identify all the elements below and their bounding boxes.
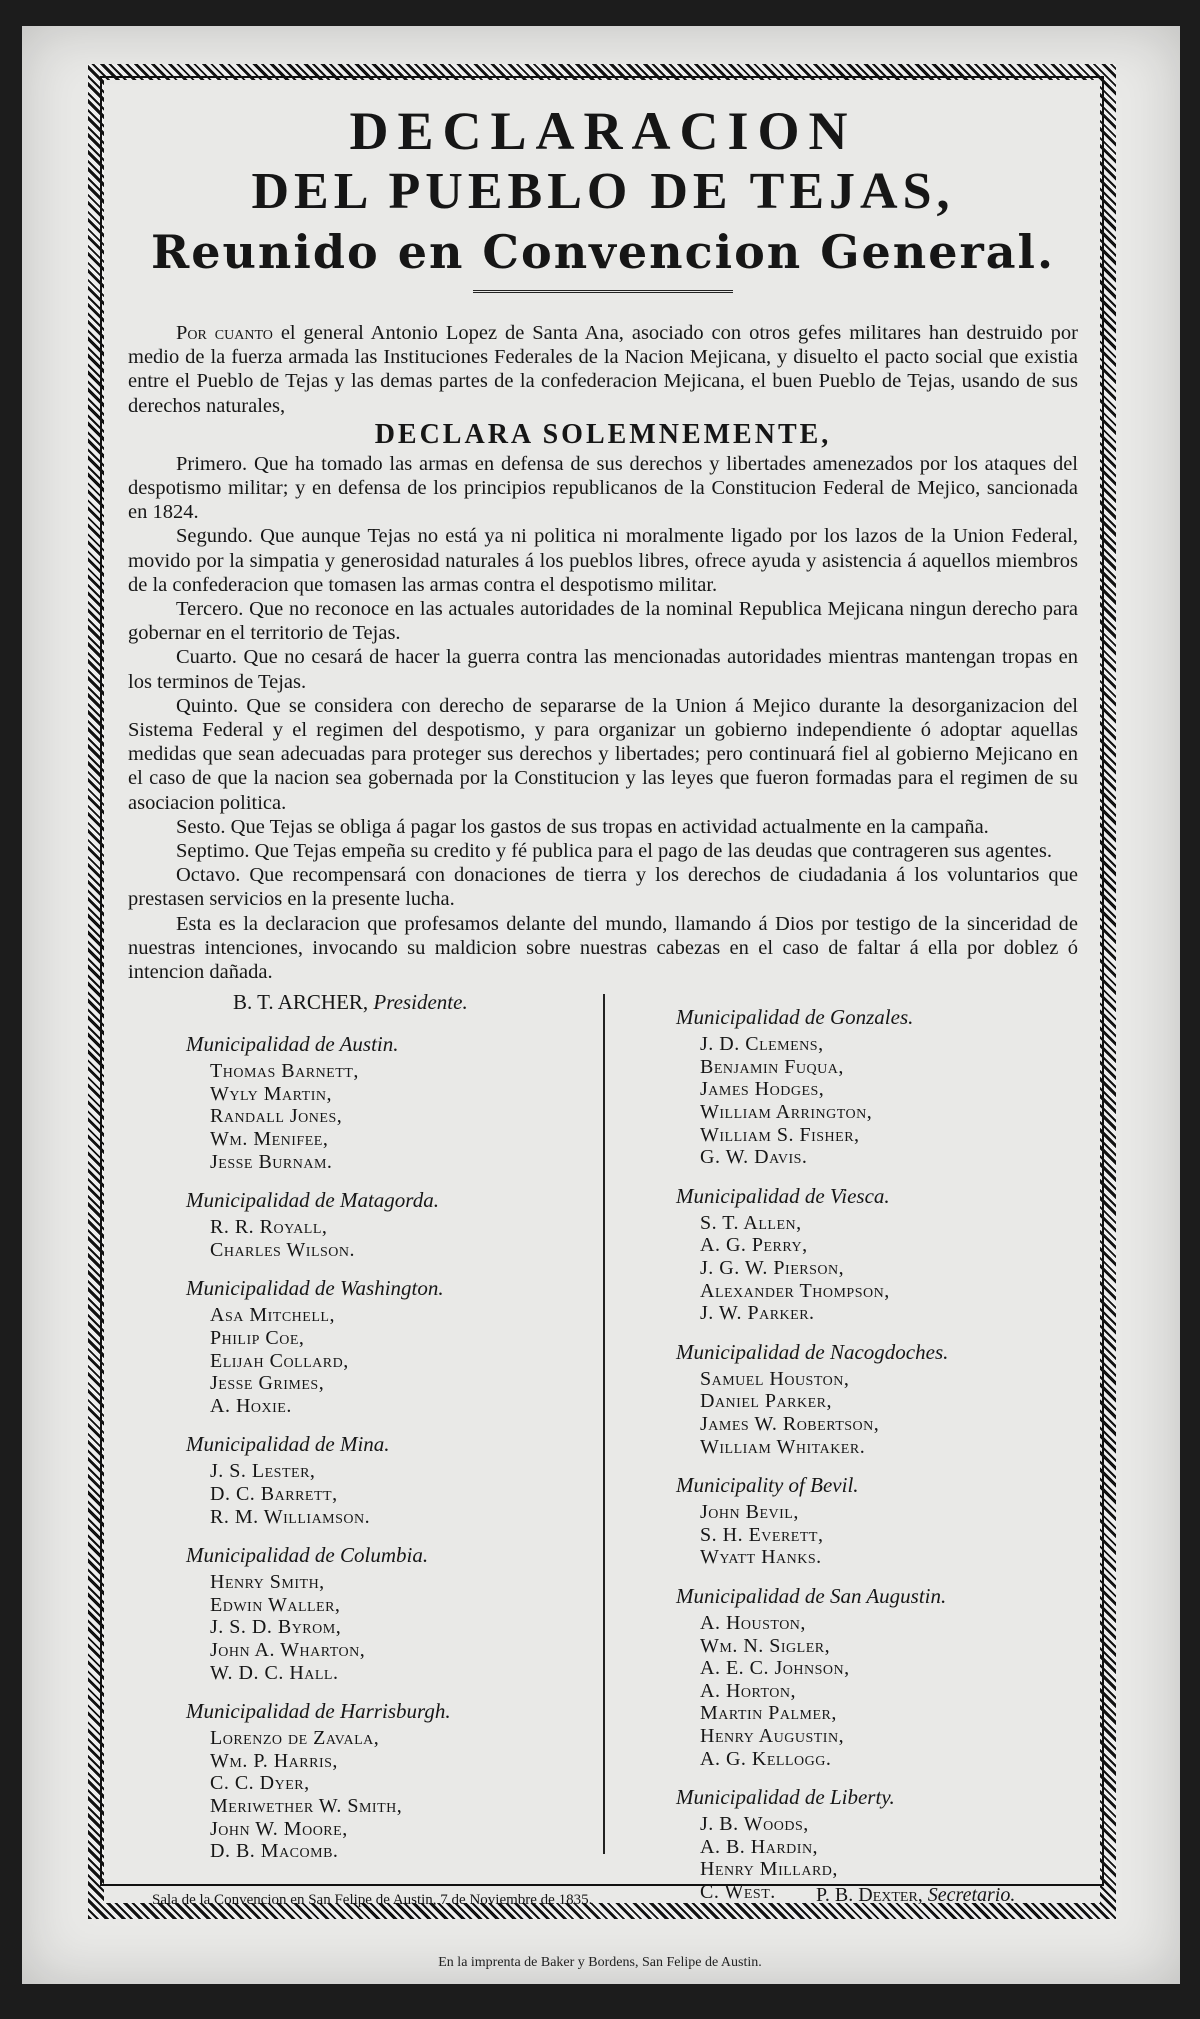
title-line-3: Reunido en Convencion General.	[150, 225, 1056, 279]
signer-name: Wm. N. Sigler,	[700, 1634, 831, 1657]
article-paragraph: Segundo. Que aunque Tejas no está ya ni politica ni moralmente ligado por los lazos de la Union Federal, movido por la simpatia y generosidad naturales á los pueblos libres, ofrece ayuda y asistencia á aquellos miembros de la confederacion que tomasen las armas contra el despotismo militar.	[128, 525, 1078, 596]
municipality-label: Municipalidad de Viesca.	[676, 1183, 890, 1208]
president-name: B. T. ARCHER,	[233, 990, 369, 1015]
signer-name: John A. Wharton,	[210, 1638, 366, 1661]
signer-name: Wyly Martin,	[210, 1082, 332, 1105]
article-paragraph: Primero. Que ha tomado las armas en defensa de sus derechos y libertades amenezados por los ataques del despotismo militar; y en defensa de los principios republicanos de la Constitucion Federal de Mejico, sancionada en 1824.	[128, 452, 1078, 524]
municipality-label: Municipalidad de Harrisburgh.	[186, 1699, 451, 1724]
signer-name: Philip Coe,	[210, 1327, 305, 1350]
title-line-1: DECLARACION	[349, 101, 857, 161]
signer-name: Lorenzo de Zavala,	[210, 1727, 380, 1750]
signer-name: William S. Fisher,	[700, 1123, 860, 1146]
signer-name: A. E. C. Johnson,	[700, 1657, 850, 1680]
signer-name: James W. Robertson,	[700, 1413, 880, 1435]
signer-name: Henry Smith,	[210, 1571, 325, 1594]
signer-name: Samuel Houston,	[700, 1367, 850, 1390]
article-paragraph: Quinto. Que se considera con derecho de separarse de la Union á Mejico durante la desorganizacion del Sistema Federal y el regimen del despotismo, y para organizar un gobierno independiente ó adoptar aquellas medidas que sean adecuadas para proteger sus derechos y libertades; pero continuará fiel al gobierno Mejicano en el caso de que la nacion sea gobernada por la Constitucion y las leyes que fueron formadas para el regimen de su asociacion politica.	[128, 694, 1078, 814]
signer-name: A. Horton,	[700, 1679, 797, 1702]
signer-name: W. D. C. Hall.	[210, 1661, 339, 1684]
signer-name: James Hodges,	[700, 1078, 825, 1101]
preamble	[128, 321, 1078, 418]
signer-name: Alexander Thompson,	[700, 1279, 890, 1302]
signer-name: Wm. Menifee,	[210, 1128, 329, 1151]
preamble-text: el general Antonio Lopez de Santa Ana, asociado con otros gefes militares han destruido por medio de la fuerza armada las Instituciones Federales de la Nacion Mejicana, y disuelto el pacto social que existia entre el Pueblo de Tejas y las demas partes de la confederacion Mejicana, el buen Pueblo de Tejas, usando de sus derechos naturales,	[128, 322, 1078, 417]
left-groups	[178, 1031, 608, 1862]
signer-name: D. B. Macomb.	[210, 1840, 339, 1863]
signer-name: Daniel Parker,	[700, 1390, 833, 1413]
declaration-body	[128, 321, 1078, 984]
signer-name: Randall Jones,	[210, 1105, 343, 1128]
signer-name: William Whitaker.	[700, 1435, 866, 1458]
declara-heading: DECLARA SOLEMNEMENTE,	[374, 418, 832, 450]
signatures-right-column	[668, 990, 1098, 1903]
signer-name: Jesse Burnam.	[210, 1150, 333, 1173]
signatures-left-column	[178, 990, 608, 1862]
signer-name: S. T. Allen,	[700, 1211, 802, 1234]
signer-name: G. W. Davis.	[700, 1146, 808, 1169]
signer-name: Jesse Grimes,	[210, 1372, 325, 1395]
signer-name: Henry Millard,	[700, 1858, 838, 1881]
secretary-signature	[816, 1884, 1015, 1907]
signer-name: J. B. Woods,	[700, 1813, 809, 1836]
signer-name: S. H. Everett,	[700, 1523, 824, 1546]
municipality-label: Municipalidad de Nacogdoches.	[676, 1339, 949, 1364]
article-paragraph: Esta es la declaracion que profesamos delante del mundo, llamando á Dios por testigo de la sinceridad de nuestras intenciones, invocando su maldicion sobre nuestras cabezas en el caso de faltar á ella por doblez ó intencion dañada.	[128, 912, 1078, 984]
imprint: En la imprenta de Baker y Bordens, San Felipe de Austin.	[438, 1955, 762, 1970]
signer-name: John W. Moore,	[210, 1817, 348, 1840]
secretary-name: P. B. Dexter,	[816, 1884, 923, 1906]
signer-name: D. C. Barrett,	[210, 1483, 338, 1505]
articles	[128, 452, 1078, 984]
signer-name: A. Houston,	[700, 1611, 806, 1634]
signer-name: Benjamin Fuqua,	[700, 1055, 844, 1078]
signer-name: William Arrington,	[700, 1101, 873, 1124]
title-rule	[473, 290, 733, 293]
signer-name: R. R. Royall,	[210, 1216, 328, 1239]
article-paragraph: Tercero. Que no reconoce en las actuales autoridades de la nominal Republica Mejicana ningun derecho para gobernar en el territorio de Tejas.	[128, 598, 1078, 645]
municipality-label: Municipalidad de Austin.	[186, 1032, 399, 1057]
signer-name: C. West.	[700, 1880, 776, 1903]
signer-name: J. D. Clemens,	[700, 1033, 824, 1056]
article-paragraph: Sesto. Que Tejas se obliga á pagar los gastos de sus tropas en actividad actualmente en la campaña.	[176, 815, 989, 838]
signer-name: John Bevil,	[700, 1501, 799, 1524]
municipality-label: Municipality of Bevil.	[676, 1473, 859, 1498]
article-paragraph: Septimo. Que Tejas empeña su credito y fé publica para el pago de las deudas que contrageren sus agentes.	[176, 840, 1052, 863]
signer-name: Martin Palmer,	[700, 1702, 837, 1725]
municipality-label: Municipalidad de Columbia.	[186, 1543, 429, 1568]
municipality-label: Municipalidad de Matagorda.	[186, 1188, 439, 1213]
article-paragraph: Octavo. Que recompensará con donaciones de tierra y los derechos de ciudadania á los voluntarios que prestasen servicios en la presente lucha.	[128, 864, 1078, 911]
article-paragraph: Cuarto. Que no cesará de hacer la guerra contra las mencionadas autoridades mientras mantengan tropas en los terminos de Tejas.	[128, 646, 1078, 693]
president-title: Presidente.	[373, 990, 468, 1015]
right-groups	[668, 1004, 1098, 1903]
signer-name: Meriwether W. Smith,	[210, 1794, 403, 1817]
signer-name: Wm. P. Harris,	[210, 1749, 338, 1772]
signer-name: Elijah Collard,	[210, 1349, 349, 1372]
signer-name: Edwin Waller,	[210, 1593, 341, 1616]
signer-name: J. S. Lester,	[210, 1460, 316, 1483]
signer-name: A. B. Hardin,	[700, 1835, 819, 1858]
municipality-label: Municipalidad de Washington.	[186, 1276, 444, 1301]
signer-name: J. W. Parker.	[700, 1302, 815, 1325]
municipality-label: Municipalidad de San Augustin.	[676, 1583, 947, 1608]
president-signature	[233, 990, 608, 1015]
signer-name: J. S. D. Byrom,	[210, 1616, 342, 1639]
secretary-title: Secretario.	[927, 1884, 1016, 1906]
municipality-label: Municipalidad de Mina.	[186, 1432, 390, 1457]
signer-name: A. G. Kellogg.	[700, 1747, 832, 1770]
signer-name: J. G. W. Pierson,	[700, 1257, 845, 1280]
signer-name: C. C. Dyer,	[210, 1772, 310, 1795]
title-line-2: DEL PUEBLO DE TEJAS,	[251, 163, 955, 220]
municipality-label: Municipalidad de Gonzales.	[676, 1005, 914, 1030]
signer-name: R. M. Williamson.	[210, 1505, 371, 1528]
municipality-label: Municipalidad de Liberty.	[676, 1785, 895, 1810]
signer-name: Thomas Barnett,	[210, 1060, 359, 1083]
signer-name: A. G. Perry,	[700, 1234, 808, 1257]
signer-name: Charles Wilson.	[210, 1238, 356, 1261]
signer-name: Wyatt Hanks.	[700, 1546, 822, 1569]
signer-name: A. Hoxie.	[210, 1394, 292, 1417]
place-date: Sala de la Convencion en San Felipe de Austin, 7 de Noviembre de 1835.	[152, 1892, 593, 1908]
signer-name: Henry Augustin,	[700, 1724, 845, 1747]
preamble-lead: Por cuanto	[176, 322, 273, 344]
signer-name: Asa Mitchell,	[210, 1304, 335, 1327]
